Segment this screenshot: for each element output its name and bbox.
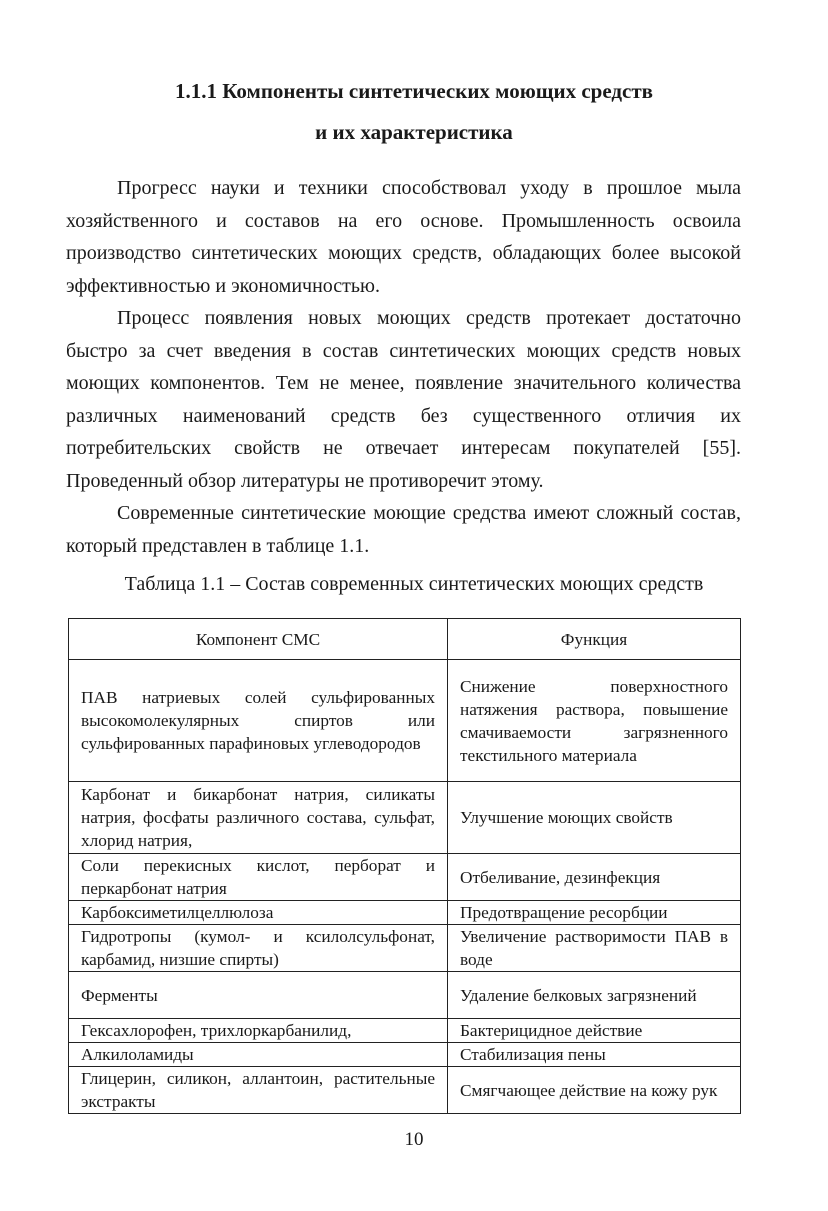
table-row [69, 854, 741, 901]
function-cell: Бактерицидное действие [448, 1019, 741, 1043]
function-cell: Стабилизация пены [448, 1043, 741, 1067]
function-cell: Улучшение моющих свойств [448, 782, 741, 854]
column-header-function: Функция [448, 619, 741, 660]
table-caption: Таблица 1.1 – Состав современных синтетических моющих средств [124, 573, 704, 595]
table-row [69, 1019, 741, 1043]
component-cell: Глицерин, силикон, аллантоин, растительные экстракты [69, 1067, 448, 1114]
component-cell: Алкилоламиды [69, 1043, 448, 1067]
function-cell: Смягчающее действие на кожу рук [448, 1067, 741, 1114]
column-header-component: Компонент СМС [69, 619, 448, 660]
component-cell: Гидротропы (кумол- и ксилолсульфонат, карбамид, низшие спирты) [69, 925, 448, 972]
function-cell: Снижение поверхностного натяжения раствора, повышение смачиваемости загрязненного текстильного материала [448, 660, 741, 782]
components-table [68, 618, 741, 1114]
component-cell: Ферменты [69, 972, 448, 1019]
function-cell: Отбеливание, дезинфекция [448, 854, 741, 901]
paragraph: Современные синтетические моющие средства имеют сложный состав, который представлен в таблице 1.1. [66, 502, 741, 557]
component-cell: ПАВ натриевых солей сульфированных высокомолекулярных спиртов или сульфированных парафиновых углеводородов [69, 660, 448, 782]
paragraph: Прогресс науки и техники способствовал уходу в прошлое мыла хозяйственного и составов на его основе. Промышленность освоила производство синтетических моющих средств, обладающих более высокой эффективностью и экономичностью. [66, 177, 741, 297]
table-row [69, 901, 741, 925]
function-cell: Предотвращение ресорбции [448, 901, 741, 925]
table-row [69, 1067, 741, 1114]
component-cell: Гексахлорофен, трихлоркарбанилид, [69, 1019, 448, 1043]
section-heading-line2: и их характеристика [315, 120, 513, 144]
page-number: 10 [404, 1129, 424, 1150]
section-heading-line1: 1.1.1 Компоненты синтетических моющих средств [175, 79, 653, 103]
component-cell: Карбоксиметилцеллюлоза [69, 901, 448, 925]
component-cell: Карбонат и бикарбонат натрия, силикаты натрия, фосфаты различного состава, сульфат, хлорид натрия, [69, 782, 448, 854]
function-cell: Увеличение растворимости ПАВ в воде [448, 925, 741, 972]
function-cell: Удаление белковых загрязнений [448, 972, 741, 1019]
table-row [69, 660, 741, 782]
paragraph: Процесс появления новых моющих средств протекает достаточно быстро за счет введения в состав синтетических моющих средств новых моющих компонентов. Тем не менее, появление значительного количества различных наименований средств без существенного отличия их потребительских свойств не отвечает интересам покупателей [55]. Проведенный обзор литературы не противоречит этому. [66, 307, 741, 492]
component-cell: Соли перекисных кислот, перборат и перкарбонат натрия [69, 854, 448, 901]
table-row [69, 925, 741, 972]
table-row [69, 972, 741, 1019]
table-header-row [69, 619, 741, 660]
table-row [69, 1043, 741, 1067]
table-row [69, 782, 741, 854]
